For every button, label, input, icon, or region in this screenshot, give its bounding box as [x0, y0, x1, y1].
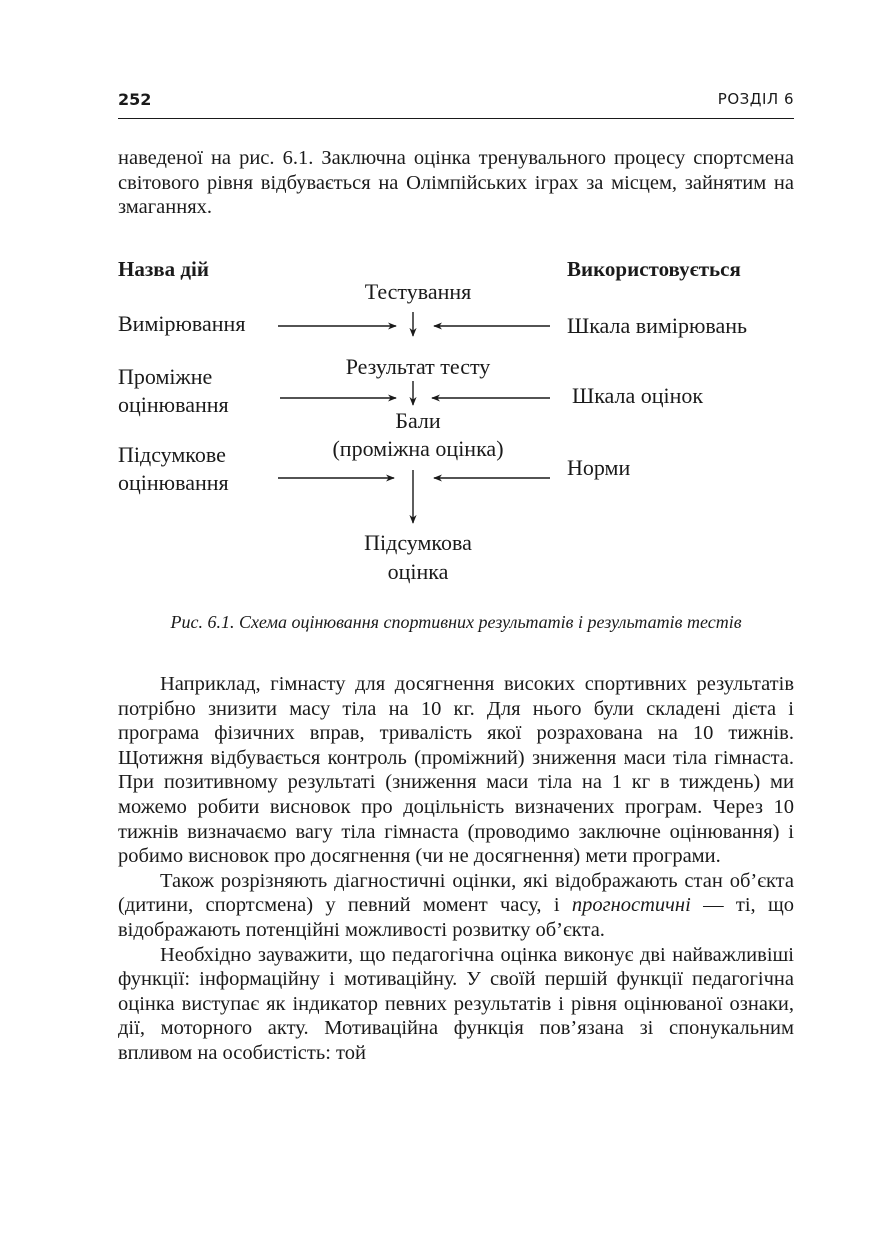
page-number: 252 — [118, 90, 152, 109]
right-norms: Норми — [567, 455, 631, 480]
node-testing: Тестування — [364, 279, 472, 304]
intro-paragraph: наведеної на рис. 6.1. Заключна оцінка тренувального процесу спортсмена світового рівня відбувається на Олімпійських іграх за місцем, зайнятим на змаганнях. — [118, 147, 794, 219]
paragraph-2-start: Також розрізняють діагностичні оцінки, які відображають стан об’єкта (дитини, спортсмена) у певний момент часу, і — [118, 869, 794, 917]
left-column-header: Назва дій — [118, 257, 209, 281]
figure-caption: Рис. 6.1. Схема оцінювання спортивних результатів і результатів тестів — [170, 612, 742, 632]
left-final-line2: оцінювання — [118, 470, 229, 495]
node-final-line2: оцінка — [387, 559, 449, 584]
right-measurement-scale: Шкала вимірювань — [567, 313, 748, 338]
right-grade-scale: Шкала оцінок — [572, 383, 704, 408]
paragraph-2-end: — ті, що відображають потенційні можливості розвитку об’єкта. — [118, 894, 794, 941]
paragraph-1: Наприклад, гімнасту для досягнення високих спортивних результатів потрібно знизити масу тіла на 10 кг. Для нього були складені дієта і програма фізичних вправ, тривалість якої розрахована на 10 тижнів. Щотижня відбувається контроль (проміжний) зниження маси тіла гімнаста. При позитивному результаті (зниження маси тіла на 1 кг в тиждень) ми можемо робити висновок про доцільність визначених програм. Через 10 тижнів визначаємо вагу тіла гімнаста (проводимо заключне оцінювання) і робимо висновок про досягнення (чи не досягнення) мети програми. — [118, 673, 794, 868]
node-points: Бали — [395, 408, 441, 433]
node-test-result: Результат тесту — [345, 354, 491, 379]
left-interim-line2: оцінювання — [118, 392, 229, 417]
paragraph-3: Необхідно зауважити, що педагогічна оцінка виконує дві найважливіші функції: інформаційну і мотиваційну. У своїй першій функції педагогічна оцінка виступає як індикатор певних результатів і рівня оцінюваної ознаки, дії, моторного акту. Мотиваційна функція пов’язана зі спонукальним впливом на особистість: той — [118, 943, 794, 1064]
right-column-header: Використовується — [567, 257, 741, 281]
body-text — [118, 672, 794, 1066]
paragraph-2-emphasis: прогностичні — [571, 894, 691, 917]
left-measurement: Вимірювання — [118, 311, 246, 336]
chapter-title: РОЗДІЛ 6 — [717, 90, 794, 108]
node-final-line1: Підсумкова — [364, 530, 472, 555]
node-points-sub: (проміжна оцінка) — [332, 436, 504, 461]
left-final-line1: Підсумкове — [118, 442, 226, 467]
left-interim-line1: Проміжне — [118, 364, 213, 389]
paragraph-2 — [118, 869, 794, 943]
